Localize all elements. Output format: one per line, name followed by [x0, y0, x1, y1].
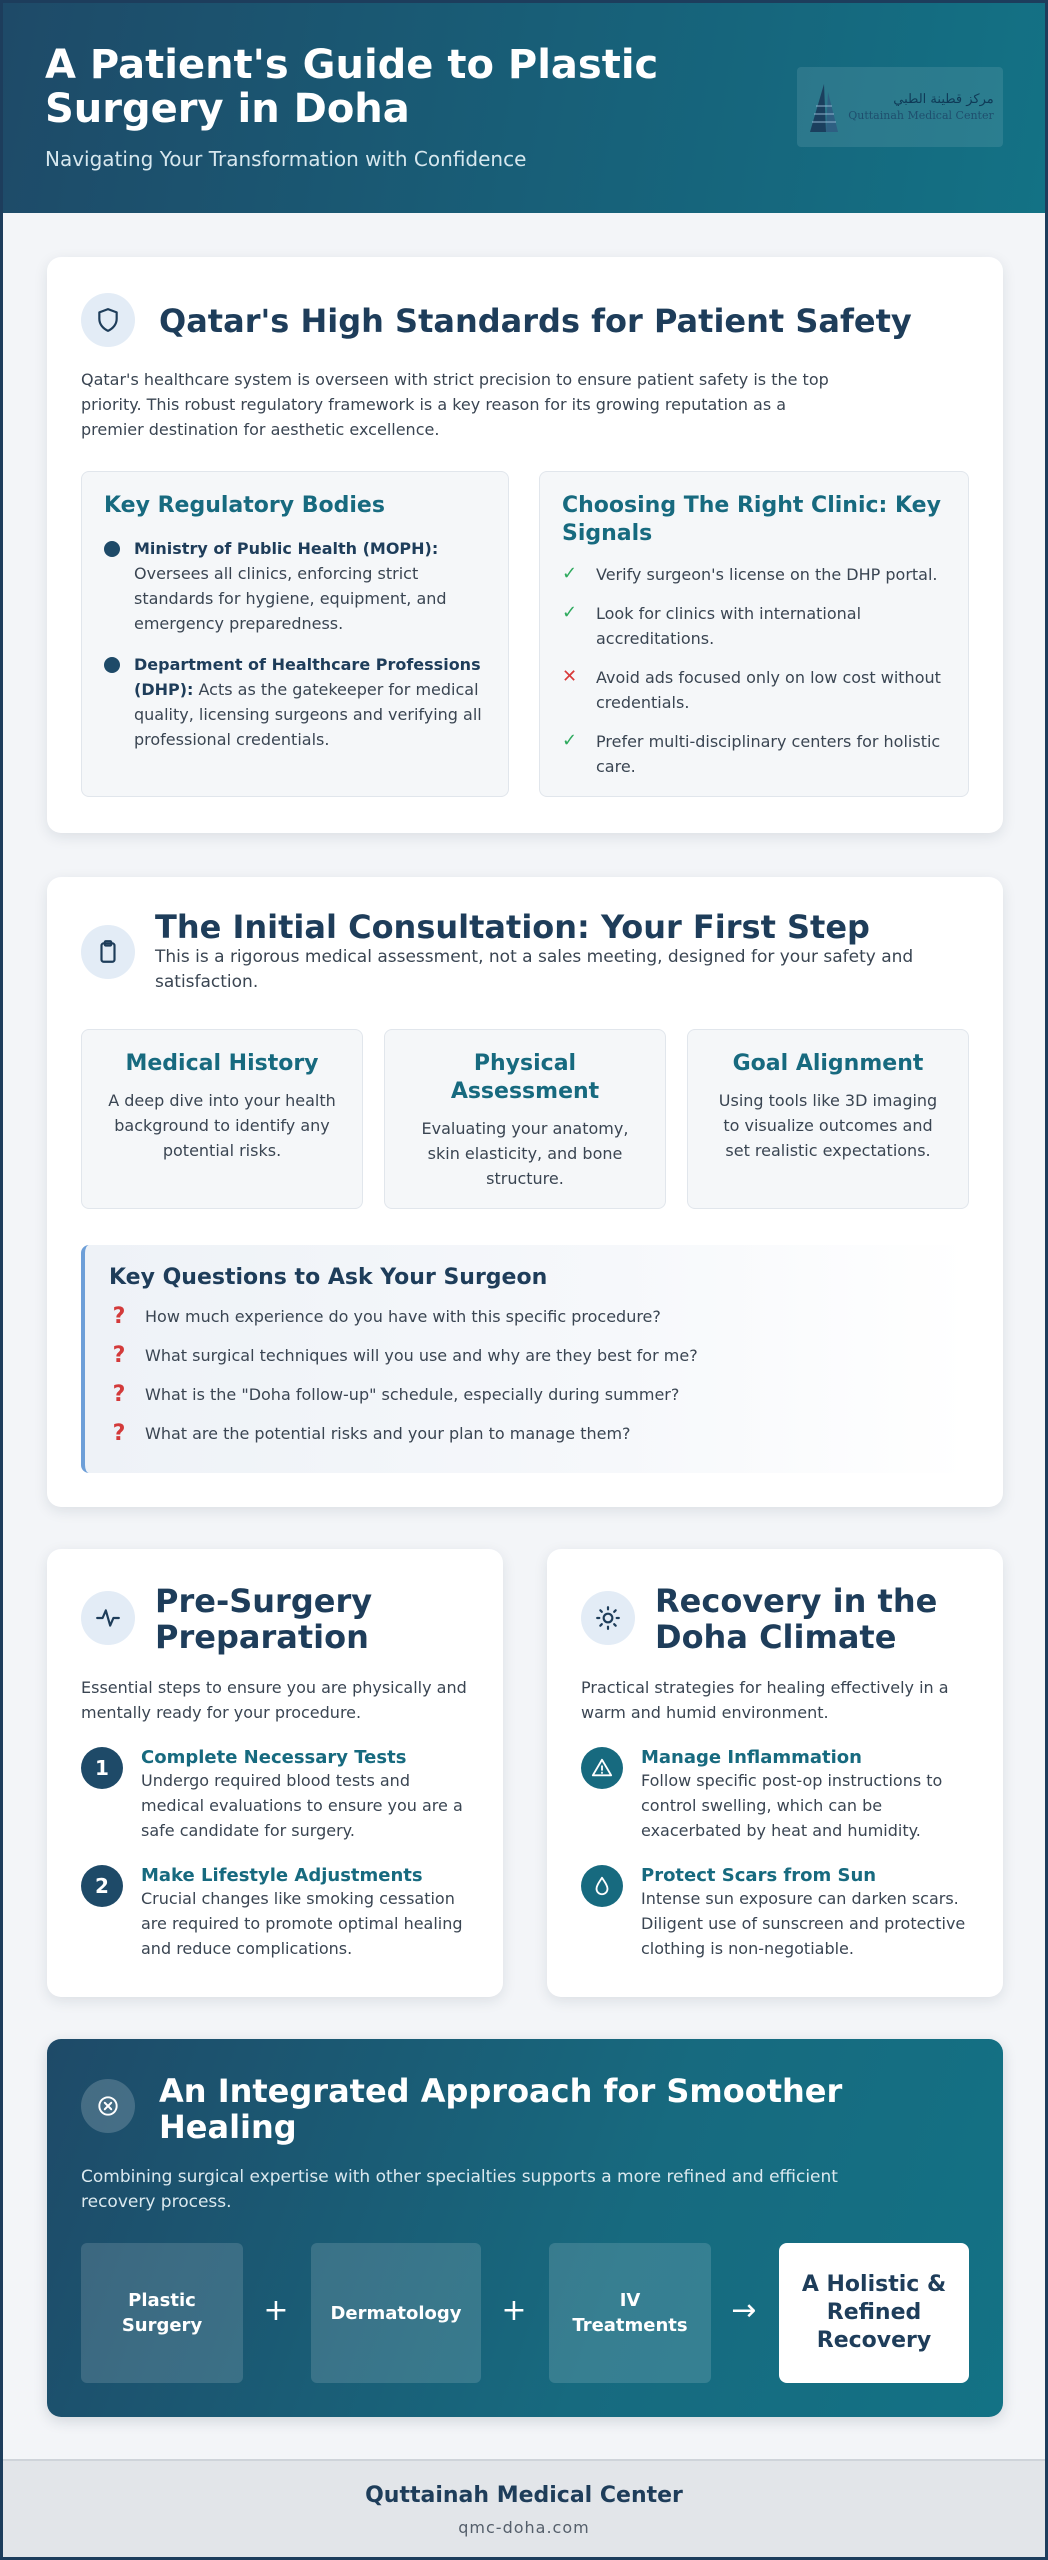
questions-title: Key Questions to Ask Your Surgeon	[109, 1265, 548, 1290]
question-item	[109, 1421, 945, 1446]
regulatory-bodies-box	[81, 471, 509, 797]
bullet-dot	[104, 657, 120, 673]
question-mark-icon: ?	[112, 1304, 126, 1329]
page-title: A Patient's Guide to Plastic Surgery in Doha	[45, 42, 659, 132]
question-text: What surgical techniques will you use and why are they best for me?	[145, 1346, 698, 1365]
shield-icon	[95, 307, 121, 333]
regulatory-body-desc: Acts as the gatekeeper for medical quality, licensing surgeons and verifying all professional credentials.	[134, 680, 482, 749]
signal-item	[562, 601, 946, 651]
plus-icon: +	[263, 2293, 289, 2328]
recovery-title: Recovery in the Doha Climate	[655, 1582, 938, 1656]
sun-icon	[595, 1605, 621, 1631]
building-logo-icon	[806, 82, 840, 132]
recovery-tip-icon-wrap	[581, 1865, 623, 1907]
check-icon: ✓	[562, 730, 578, 751]
check-icon: ✓	[562, 563, 578, 584]
step-number-badge: 2	[81, 1865, 123, 1907]
specialty-iv-treatments: IV Treatments	[549, 2243, 711, 2383]
logo-english-text: Quttainah Medical Center	[848, 109, 994, 122]
integrated-title: An Integrated Approach for Smoother Healing	[159, 2072, 843, 2146]
step-goal-alignment	[687, 1029, 969, 1209]
pulse-icon	[95, 1605, 121, 1631]
integrated-icon-wrap	[81, 2079, 135, 2133]
page-subtitle: Navigating Your Transformation with Confidence	[45, 147, 527, 171]
surgeon-questions-box	[81, 1245, 969, 1473]
consultation-intro: This is a rigorous medical assessment, not a sales meeting, designed for your safety and satisfaction.	[155, 947, 914, 992]
question-text: What are the potential risks and your plan to manage them?	[145, 1424, 631, 1443]
regulatory-body-name: Ministry of Public Health (MOPH):	[134, 539, 439, 558]
regulatory-body-item	[104, 536, 486, 636]
consultation-card	[47, 877, 1003, 1507]
healing-icon	[95, 2093, 121, 2119]
drop-icon	[591, 1875, 613, 1897]
recovery-card	[547, 1549, 1003, 1997]
question-text: How much experience do you have with this specific procedure?	[145, 1307, 661, 1326]
footer-clinic-name: Quttainah Medical Center	[365, 2483, 683, 2508]
step-number-badge: 1	[81, 1747, 123, 1789]
recovery-tip-desc: Intense sun exposure can darken scars. Diligent use of sunscreen and protective clothing is non-negotiable.	[641, 1889, 966, 1958]
presurgery-step-desc: Undergo required blood tests and medical evaluations to ensure you are a safe candidate for surgery.	[141, 1771, 463, 1840]
recovery-tip	[581, 1865, 969, 1961]
signal-text: Avoid ads focused only on low cost without credentials.	[596, 668, 941, 712]
signal-item	[562, 665, 946, 715]
regulatory-body-item	[104, 652, 486, 752]
footer-website-link[interactable]: qmc-doha.com	[458, 2518, 590, 2537]
specialty-dermatology: Dermatology	[311, 2243, 481, 2383]
arrow-right-icon: →	[731, 2293, 757, 2328]
recovery-tip-title: Manage Inflammation	[641, 1747, 862, 1768]
step-desc: A deep dive into your health background to identify any potential risks.	[108, 1091, 336, 1160]
integrated-approach-banner	[47, 2039, 1003, 2417]
logo-arabic-text: مركز قطينة الطبي	[893, 92, 994, 107]
presurgery-step	[81, 1747, 469, 1843]
presurgery-title: Pre-Surgery Preparation	[155, 1582, 373, 1656]
regulatory-body-desc: Oversees all clinics, enforcing strict standards for hygiene, equipment, and emergency preparedness.	[134, 564, 447, 633]
presurgery-icon-wrap	[81, 1591, 135, 1645]
clinic-logo	[797, 67, 1003, 147]
clipboard-icon	[95, 939, 121, 965]
question-item	[109, 1304, 945, 1329]
safety-title: Qatar's High Standards for Patient Safety	[159, 302, 912, 340]
recovery-tip-title: Protect Scars from Sun	[641, 1865, 877, 1886]
recovery-icon-wrap	[581, 1591, 635, 1645]
presurgery-step	[81, 1865, 469, 1961]
holistic-recovery-result: A Holistic & Refined Recovery	[779, 2243, 969, 2383]
cross-icon: ✕	[562, 666, 578, 687]
step-title: Physical Assessment	[450, 1051, 600, 1104]
safety-intro: Qatar's healthcare system is overseen with strict precision to ensure patient safety is the top priority. This robust regulatory framework is a key reason for its growing reputation as a premier destination for aesthetic excellence.	[81, 370, 829, 439]
safety-icon-wrap	[81, 293, 135, 347]
question-item	[109, 1343, 945, 1368]
check-icon: ✓	[562, 602, 578, 623]
page-footer	[3, 2459, 1045, 2557]
signal-text: Verify surgeon's license on the DHP portal.	[596, 565, 938, 584]
step-title: Goal Alignment	[732, 1051, 924, 1076]
warning-icon	[591, 1757, 613, 1779]
bullet-dot	[104, 541, 120, 557]
clinic-signals-box	[539, 471, 969, 797]
regulatory-bodies-title: Key Regulatory Bodies	[104, 493, 385, 518]
consultation-icon-wrap	[81, 925, 135, 979]
signal-text: Prefer multi-disciplinary centers for holistic care.	[596, 732, 941, 776]
question-item	[109, 1382, 945, 1407]
page-header	[3, 3, 1045, 213]
signal-item	[562, 729, 946, 779]
regulatory-body-name: Department of Healthcare Professions (DHP):	[134, 655, 481, 699]
signal-text: Look for clinics with international accreditations.	[596, 604, 862, 648]
presurgery-step-title: Complete Necessary Tests	[141, 1747, 407, 1768]
signal-item	[562, 562, 946, 587]
step-medical-history	[81, 1029, 363, 1209]
recovery-intro: Practical strategies for healing effectively in a warm and humid environment.	[581, 1678, 949, 1722]
presurgery-intro: Essential steps to ensure you are physically and mentally ready for your procedure.	[81, 1678, 467, 1722]
question-mark-icon: ?	[112, 1343, 126, 1368]
step-desc: Evaluating your anatomy, skin elasticity, and bone structure.	[421, 1119, 629, 1188]
recovery-tip	[581, 1747, 969, 1843]
safety-card	[47, 257, 1003, 833]
question-text: What is the "Doha follow-up" schedule, especially during summer?	[145, 1385, 680, 1404]
recovery-tip-icon-wrap	[581, 1747, 623, 1789]
question-mark-icon: ?	[112, 1421, 126, 1446]
plus-icon: +	[501, 2293, 527, 2328]
clinic-signals-title: Choosing The Right Clinic: Key Signals	[562, 493, 941, 546]
consultation-title: The Initial Consultation: Your First Step	[155, 908, 870, 946]
question-mark-icon: ?	[112, 1382, 126, 1407]
step-desc: Using tools like 3D imaging to visualize outcomes and set realistic expectations.	[718, 1091, 938, 1160]
step-physical-assessment	[384, 1029, 666, 1209]
presurgery-step-title: Make Lifestyle Adjustments	[141, 1865, 423, 1886]
specialty-plastic-surgery: Plastic Surgery	[81, 2243, 243, 2383]
recovery-tip-desc: Follow specific post-op instructions to control swelling, which can be exacerbated by heat and humidity.	[641, 1771, 943, 1840]
step-title: Medical History	[125, 1051, 319, 1076]
integrated-intro: Combining surgical expertise with other specialties supports a more refined and efficient recovery process.	[81, 2167, 838, 2212]
presurgery-card	[47, 1549, 503, 1997]
presurgery-step-desc: Crucial changes like smoking cessation are required to promote optimal healing and reduce complications.	[141, 1889, 463, 1958]
